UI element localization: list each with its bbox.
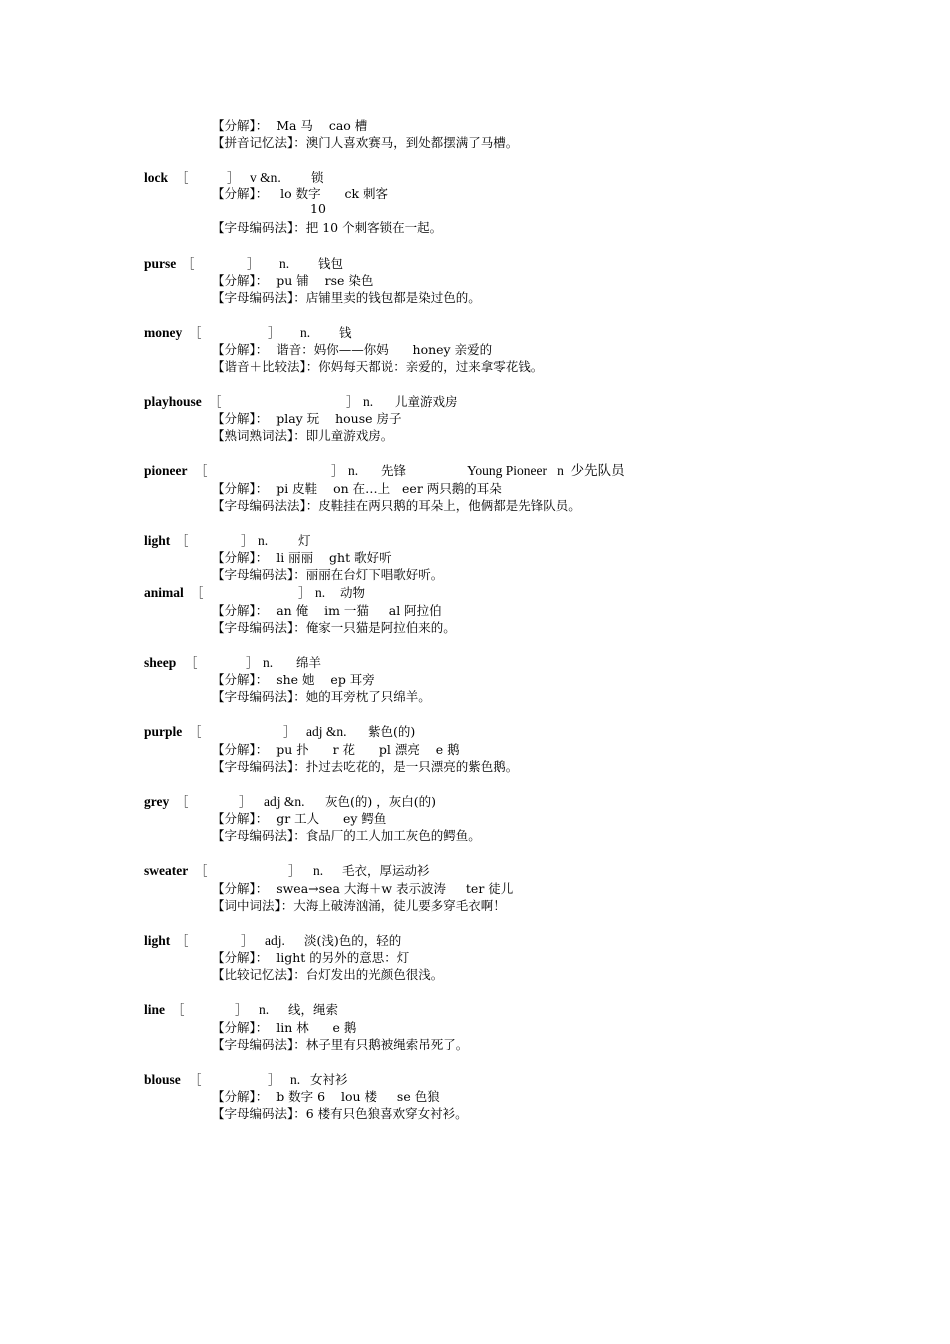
part-of-speech: adj. [265, 933, 285, 948]
entry-extra-phrase: Young Pioneer n 少先队员 [467, 463, 625, 478]
bracket-open: ［ [191, 585, 204, 600]
bracket-open: ［ [176, 170, 189, 185]
bracket-open: ［ [182, 256, 195, 271]
entry-mnemonic: 【字母编码法】：食品厂的工人加工灰色的鳄鱼。 [212, 828, 481, 843]
intro-decomposition: 【分解】： Ma 马 cao 槽 [212, 118, 368, 133]
entry-mnemonic: 【字母编码法】：把 10 个刺客锁在一起。 [212, 220, 443, 235]
entry-meaning: 毛衣，厚运动衫 [342, 863, 430, 878]
entry-mnemonic: 【字母编码法】：林子里有只鹅被绳索吊死了。 [212, 1037, 469, 1052]
entry-word: animal [144, 585, 184, 600]
entry-mnemonic: 【比较记忆法】：台灯发出的光颜色很浅。 [212, 967, 444, 982]
decomposition-note: 10 [310, 201, 326, 216]
entry-mnemonic: 【字母编码法】：她的耳旁枕了只绵羊。 [212, 689, 431, 704]
part-of-speech: n. [363, 394, 374, 409]
entry-mnemonic: 【字母编码法】：俺家一只猫是阿拉伯来的。 [212, 620, 456, 635]
bracket-open: ［ [176, 533, 189, 548]
bracket-close: ］ [331, 463, 344, 478]
bracket-open: ［ [189, 325, 202, 340]
bracket-open: ［ [176, 794, 189, 809]
bracket-close: ］ [268, 325, 281, 340]
entry-meaning: 儿童游戏房 [395, 394, 458, 409]
entry-decomposition: 【分解】： 谐音：妈你——你妈 honey 亲爱的 [212, 342, 493, 357]
entry-decomposition: 【分解】： pu 扑 r 花 pl 漂亮 e 鹅 [212, 742, 460, 757]
entry-meaning: 先锋 [381, 463, 407, 478]
entry-meaning: 钱 [339, 325, 352, 340]
entry-decomposition: 【分解】： she 她 ep 耳旁 [212, 672, 375, 687]
bracket-open: ［ [176, 933, 189, 948]
entry-word: light [144, 533, 171, 548]
entry-meaning: 锁 [311, 170, 324, 185]
bracket-open: ［ [172, 1002, 185, 1017]
entry-word: pioneer [144, 463, 188, 478]
part-of-speech: adj &n. [264, 794, 305, 809]
bracket-close: ］ [288, 863, 301, 878]
bracket-close: ］ [346, 394, 359, 409]
bracket-close: ］ [241, 933, 254, 948]
entry-mnemonic: 【字母编码法法】：皮鞋挂在两只鹅的耳朵上，他俩都是先锋队员。 [212, 498, 581, 513]
entry-word: light [144, 933, 171, 948]
intro-mnemonic: 【拼音记忆法】：澳门人喜欢赛马，到处都摆满了马槽。 [212, 135, 519, 150]
entry-mnemonic: 【字母编码法】：扑过去吃花的，是一只漂亮的紫色鹅。 [212, 759, 519, 774]
bracket-open: ［ [189, 724, 202, 739]
entry-decomposition: 【分解】： play 玩 house 房子 [212, 411, 402, 426]
entry-decomposition: 【分解】： swea→sea 大海＋w 表示波涛 ter 徒儿 [212, 881, 514, 896]
entry-word: blouse [144, 1072, 181, 1087]
entry-word: lock [144, 170, 169, 185]
bracket-open: ［ [189, 1072, 202, 1087]
entry-mnemonic: 【字母编码法】：6 楼有只色狼喜欢穿女衬衫。 [212, 1106, 468, 1121]
part-of-speech: n. [290, 1072, 301, 1087]
entry-decomposition: 【分解】： pi 皮鞋 on 在…上 eer 两只鹅的耳朵 [212, 481, 502, 496]
entry-word: playhouse [144, 394, 202, 409]
bracket-open: ［ [195, 863, 208, 878]
bracket-close: ］ [268, 1072, 281, 1087]
bracket-close: ］ [235, 1002, 248, 1017]
entry-decomposition: 【分解】： lo 数字 ck 刺客 [212, 186, 389, 201]
bracket-close: ］ [246, 655, 259, 670]
bracket-open: ［ [185, 655, 198, 670]
entry-word: sweater [144, 863, 189, 878]
part-of-speech: n. [315, 585, 326, 600]
entry-decomposition: 【分解】： lin 林 e 鹅 [212, 1020, 357, 1035]
entry-decomposition: 【分解】： an 俺 im 一猫 al 阿拉伯 [212, 603, 442, 618]
bracket-close: ］ [227, 170, 240, 185]
part-of-speech: n. [279, 256, 290, 271]
bracket-close: ］ [239, 794, 252, 809]
entry-word: sheep [144, 655, 177, 670]
entry-meaning: 线，绳索 [288, 1002, 339, 1017]
entry-meaning: 钱包 [318, 256, 344, 271]
bracket-open: ［ [209, 394, 222, 409]
part-of-speech: n. [313, 863, 324, 878]
part-of-speech: v &n. [250, 170, 281, 185]
part-of-speech: n. [348, 463, 359, 478]
entry-word: line [144, 1002, 166, 1017]
part-of-speech: n. [258, 533, 269, 548]
bracket-close: ］ [283, 724, 296, 739]
entry-decomposition: 【分解】： b 数字 6 lou 楼 se 色狼 [212, 1089, 440, 1104]
entry-mnemonic: 【字母编码法】：店铺里卖的钱包都是染过色的。 [212, 290, 481, 305]
entry-meaning: 紫色(的) [368, 724, 416, 739]
bracket-close: ］ [241, 533, 254, 548]
entry-word: purse [144, 256, 177, 271]
bracket-close: ］ [247, 256, 260, 271]
entry-mnemonic: 【字母编码法】：丽丽在台灯下唱歌好听。 [212, 567, 444, 582]
entry-decomposition: 【分解】： pu 铺 rse 染色 [212, 273, 374, 288]
part-of-speech: n. [300, 325, 311, 340]
entry-mnemonic: 【词中词法】：大海上破涛汹涌，徒儿要多穿毛衣啊！ [212, 898, 506, 913]
part-of-speech: adj &n. [306, 724, 347, 739]
entry-decomposition: 【分解】： light 的另外的意思：灯 [212, 950, 410, 965]
entry-decomposition: 【分解】： li 丽丽 ght 歌好听 [212, 550, 392, 565]
bracket-open: ［ [195, 463, 208, 478]
entry-meaning: 淡(浅)色的，轻的 [304, 933, 402, 948]
part-of-speech: n. [259, 1002, 270, 1017]
entry-meaning: 动物 [340, 585, 366, 600]
entry-word: money [144, 325, 183, 340]
entry-meaning: 灰色(的) ，灰白(的) [325, 794, 436, 809]
entry-decomposition: 【分解】： gr 工人 ey 鳄鱼 [212, 811, 387, 826]
entry-meaning: 绵羊 [296, 655, 322, 670]
entry-word: grey [144, 794, 170, 809]
part-of-speech: n. [263, 655, 274, 670]
bracket-close: ］ [298, 585, 311, 600]
entry-word: purple [144, 724, 183, 739]
entry-meaning: 女衬衫 [310, 1072, 348, 1087]
entry-mnemonic: 【谐音＋比较法】：你妈每天都说：亲爱的，过来拿零花钱。 [212, 359, 544, 374]
entry-mnemonic: 【熟词熟词法】：即儿童游戏房。 [212, 428, 394, 443]
entry-meaning: 灯 [298, 533, 311, 548]
